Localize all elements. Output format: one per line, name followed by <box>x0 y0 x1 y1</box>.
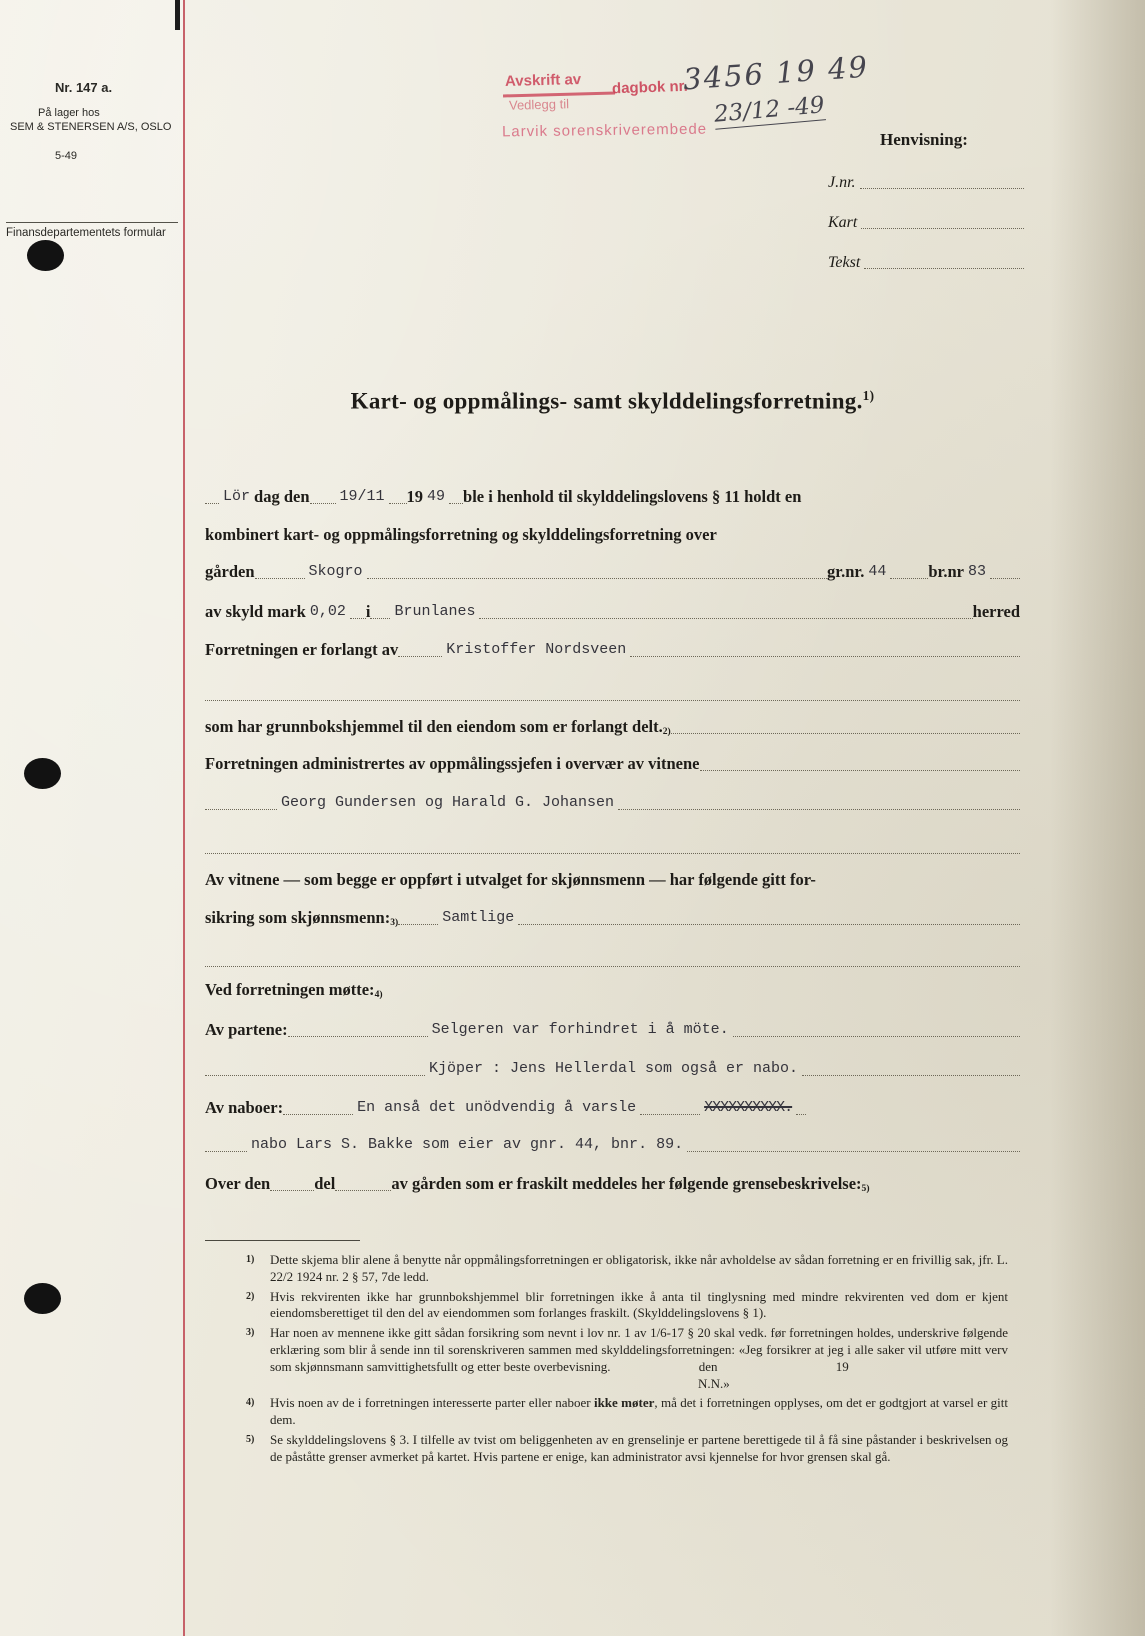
journal-number: 3456 <box>682 56 767 97</box>
skyld-label: av skyld mark <box>205 602 306 621</box>
form-number: Nr. 147 a. <box>55 80 113 95</box>
body-line-5 <box>205 640 1020 661</box>
dotted-fill <box>687 1149 1020 1152</box>
typed-witness-names: Georg Gundersen og Harald G. Johansen <box>281 794 615 811</box>
footnotes <box>240 1252 1008 1469</box>
printed-text: av gården som er fraskilt meddeles her følgende grensebeskrivelse: <box>391 1174 862 1193</box>
typed-grnr: 44 <box>868 562 887 580</box>
dotted-fill <box>205 1073 425 1076</box>
kart-label: Kart <box>828 214 858 231</box>
body-line-15 <box>205 1020 1020 1041</box>
footnote-1 <box>240 1252 1008 1286</box>
body-line-4 <box>205 602 1020 623</box>
typed-neighbour-note: En anså det unödvendig å varsle <box>357 1098 637 1116</box>
footnote-5 <box>240 1432 1008 1466</box>
dotted-fill <box>630 654 1020 657</box>
dotted-fill <box>283 1112 353 1115</box>
printed-i: i <box>365 602 371 621</box>
dotted-fill <box>796 1112 806 1115</box>
red-margin-rule <box>183 0 185 1636</box>
dotted-fill <box>700 768 1020 771</box>
handwritten-date: 23/12 -49 <box>712 92 826 128</box>
title-text: Kart- og oppmålings- samt skylddelingsforretning. <box>350 388 863 414</box>
body-line-7 <box>205 717 1020 738</box>
reference-block <box>828 130 1024 294</box>
binding-mark <box>175 0 180 30</box>
title-footnote-ref: 1) <box>862 388 875 403</box>
vedlegg-stamp: Vedlegg til <box>508 96 570 113</box>
parties-label: Av partene: <box>205 1020 288 1039</box>
dotted-fill <box>205 1149 247 1152</box>
footnote-den-label: den <box>698 1358 718 1374</box>
footnote-ref-5: 5) <box>861 1182 870 1194</box>
office-stamp: Larvik sorenskriverembede <box>501 120 708 141</box>
neighbours-label: Av naboer: <box>205 1098 284 1117</box>
footnote-text: Hvis rekvirenten ikke har grunnbokshjemmel blir forretningen ikke å anta til tinglysning med mindre rekvirenten ved dom er kjent eiendomsberettiget til den del av eiendommen som forlanges fraskilt. (Skylddelingslovens § 1). <box>270 1288 1008 1321</box>
tekst-row <box>828 254 1024 272</box>
dotted-fill <box>350 616 366 619</box>
reference-heading: Henvisning: <box>880 130 968 149</box>
body-line-2 <box>205 525 1020 546</box>
dotted-fill <box>367 576 828 579</box>
dotted-fill <box>255 576 305 579</box>
dotted-fill <box>398 654 442 657</box>
footnote-ref-4: 4) <box>374 988 383 1000</box>
dotted-fill <box>518 922 1020 925</box>
farm-label: gården <box>205 562 255 581</box>
dotted-fill <box>864 268 1024 269</box>
dagbok-stamp: dagbok nr. <box>611 77 689 98</box>
dotted-fill <box>398 922 438 925</box>
dotted-fill <box>310 501 336 504</box>
punch-hole <box>24 758 61 789</box>
body-line-17 <box>205 1098 1020 1119</box>
body-line-1 <box>205 487 1020 508</box>
printed-text: ble i henhold til skylddelingslovens § 11 holdt en <box>463 487 802 506</box>
dotted-fill <box>205 501 219 504</box>
dotted-fill <box>618 807 1020 810</box>
requested-by-label: Forretningen er forlangt av <box>205 640 399 659</box>
punch-hole <box>27 240 64 271</box>
dotted-rule <box>205 966 1020 967</box>
typed-neighbour-owner: nabo Lars S. Bakke som eier av gnr. 44, bnr. 89. <box>251 1136 684 1153</box>
body-line-14 <box>205 980 1020 1001</box>
dotted-fill <box>640 1112 700 1115</box>
printed-text: som har grunnbokshjemmel til den eiendom som er forlangt delt. <box>205 717 663 736</box>
typed-farm-name: Skogro <box>308 562 363 580</box>
body-line-9 <box>205 794 1020 814</box>
dotted-fill <box>479 616 972 619</box>
body-line-16 <box>205 1060 1020 1080</box>
footnote-text-bold: ikke møter <box>593 1395 655 1411</box>
dotted-rule <box>205 853 1020 854</box>
typed-brnr: 83 <box>967 562 986 580</box>
footnote-year-stub: 19 <box>835 1358 849 1374</box>
dotted-fill <box>861 228 1024 229</box>
typed-weekday: Lör <box>223 487 251 505</box>
footnote-text: Dette skjema blir alene å benytte når oppmålingsforretningen er obligatorisk, ikke når avholdelse av sådan forretning er en frivillig sak, jfr. L. 22/2 1924 nr. 2 § 57, 7de ledd. <box>270 1252 1008 1284</box>
typed-buyer-note: Kjöper : Jens Hellerdal som også er nabo. <box>429 1060 799 1077</box>
tekst-label: Tekst <box>828 254 861 271</box>
footnote-text: Har noen av mennene ikke gitt sådan forsikring som nevnt i lov nr. 1 av 1/6-17 § 20 skal vedk. før forretningen holdes, underskrive følgende erklæring som blir å sende inn til sorenskriveren sammen med skylddelingsforretningen: «Jeg forsikrer at jeg i alle saker vil utføre mitt verv som skjønnsmann samvittighetsfullt og etter beste overbevisning. <box>270 1325 1008 1374</box>
printed-text: Forretningen administrertes av oppmålingssjefen i overvær av vitnene <box>205 754 700 773</box>
printed-text: Av vitnene — som begge er oppført i utvalget for skjønnsmenn — har følgende gitt for- <box>205 870 816 889</box>
avskrift-stamp: Avskrift av <box>504 71 582 90</box>
print-code: 5-49 <box>55 150 78 162</box>
jnr-row <box>828 174 1024 192</box>
printed-text: dag den <box>254 487 310 506</box>
printer-stock-line1: På lager hos <box>38 107 100 119</box>
footnote-3 <box>240 1325 1008 1392</box>
dotted-fill <box>389 501 407 504</box>
footnote-text-post: , må det i forretningen opplyses, om det er godtgjort at varsel er gitt dem. <box>270 1395 1008 1428</box>
dotted-fill <box>335 1188 391 1191</box>
footnote-text-pre: Hvis noen av de i forretningen interesserte parter eller naboer <box>270 1395 594 1411</box>
footnote-number: 4) <box>246 1397 255 1409</box>
typed-seller-note: Selgeren var forhindret i å möte. <box>431 1020 729 1038</box>
attendance-heading: Ved forretningen møtte: <box>205 980 375 999</box>
dotted-fill <box>288 1034 428 1037</box>
printed-del: del <box>314 1174 336 1193</box>
printed-century: 19 <box>406 487 424 506</box>
body-line-3 <box>205 562 1020 583</box>
printed-text: sikring som skjønnsmenn: <box>205 908 391 927</box>
dotted-fill <box>449 501 463 504</box>
footnote-number: 2) <box>246 1290 255 1302</box>
footnote-ref-3: 3) <box>390 916 399 928</box>
handwritten-journal-number <box>682 50 870 97</box>
page-title <box>205 388 1020 415</box>
typed-skyld-mark: 0,02 <box>309 602 346 620</box>
typed-requester-name: Kristoffer Nordsveen <box>446 640 627 658</box>
grnr-label: gr.nr. <box>827 562 865 581</box>
body-line-12 <box>205 908 1020 929</box>
footnote-signature-stub: N.N.» <box>698 1375 730 1391</box>
body-line-19 <box>205 1174 1020 1195</box>
dotted-fill <box>671 731 1020 734</box>
footnote-2 <box>240 1289 1008 1323</box>
footnote-number: 5) <box>246 1433 255 1445</box>
typed-struck-text: XXXXXXXXXX. <box>704 1098 793 1116</box>
dotted-fill <box>370 616 390 619</box>
typed-assurance: Samtlige <box>442 908 515 926</box>
dotted-fill <box>802 1073 1020 1076</box>
dotted-fill <box>270 1188 314 1191</box>
dotted-fill <box>860 188 1024 189</box>
brnr-label: br.nr <box>928 562 964 581</box>
dotted-fill <box>890 576 928 579</box>
footnote-separator <box>205 1240 360 1241</box>
footnote-text: Se skylddelingslovens § 3. I tilfelle av tvist om beliggenheten av en grenselinje er partene berettigede til å få sine påstander i beskrivelsen og de påståtte grenser avmerket på kartet. Hvis partene er enige, kan administrator avsi kjennelse for hvor grensen skal gå. <box>270 1431 1008 1464</box>
kart-row <box>828 214 1024 232</box>
printed-text: kombinert kart- og oppmålingsforretning og skylddelingsforretning over <box>205 525 717 544</box>
jnr-label: J.nr. <box>828 174 856 191</box>
dotted-fill <box>990 576 1020 579</box>
typed-municipality: Brunlanes <box>394 602 476 620</box>
punch-hole <box>24 1283 61 1314</box>
printed-text: Over den <box>205 1174 271 1193</box>
typed-year: 49 <box>427 487 446 505</box>
department-formular-label: Finansdepartementets formular <box>6 222 178 239</box>
body-line-8 <box>205 754 1020 775</box>
printer-stock-line2: SEM & STENERSEN A/S, OSLO <box>10 121 172 133</box>
left-margin-background <box>0 0 183 1636</box>
journal-year: 19 49 <box>774 49 871 90</box>
dotted-fill <box>205 807 277 810</box>
body-line-18 <box>205 1136 1020 1156</box>
footnote-ref-2: 2) <box>662 725 671 737</box>
body-line-11 <box>205 870 1020 891</box>
dotted-rule <box>205 700 1020 701</box>
typed-date: 19/11 <box>339 487 385 505</box>
footnote-number: 1) <box>246 1254 255 1265</box>
footnote-number: 3) <box>246 1327 255 1339</box>
footnote-4 <box>240 1395 1008 1429</box>
scan-edge-shadow <box>1050 0 1145 1636</box>
herred-label: herred <box>972 602 1020 621</box>
dotted-fill <box>733 1034 1020 1037</box>
